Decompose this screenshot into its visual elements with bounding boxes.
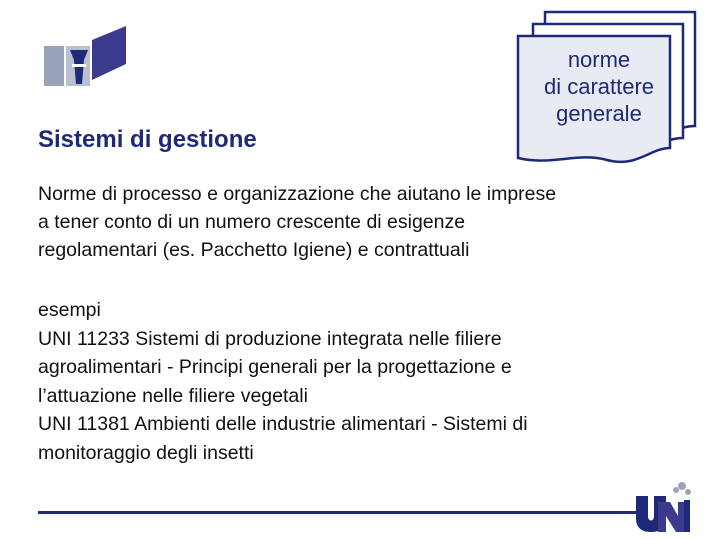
description-paragraph — [38, 180, 678, 264]
shield-emblem-icon — [38, 24, 130, 92]
document-label — [520, 46, 678, 127]
text-line: Norme di processo e organizzazione che aiutano le imprese — [38, 183, 557, 205]
examples-block — [38, 296, 678, 467]
section-title: Sistemi di gestione — [38, 126, 257, 153]
document-label-line: generale — [556, 101, 642, 126]
document-label-line: norme — [567, 47, 631, 72]
text-line: UNI 11381 Ambienti delle industrie alimentari - Sistemi di — [38, 413, 528, 435]
text-line: regolamentari (es. Pacchetto Igiene) e contrattuali — [38, 239, 470, 261]
text-line: UNI 11233 Sistemi di produzione integrata nelle filiere — [38, 327, 502, 350]
uni-logo-icon — [634, 478, 692, 534]
text-line: l’attuazione nelle filiere vegetali — [38, 384, 308, 407]
text-line: monitoraggio degli insetti — [38, 441, 254, 464]
text-line: agroalimentari - Principi generali per la progettazione e — [38, 356, 512, 378]
footer-divider — [38, 511, 636, 514]
document-label-line: di carattere — [543, 74, 655, 99]
text-line: a tener conto di un numero crescente di esigenze — [38, 211, 466, 233]
text-line: esempi — [38, 299, 101, 321]
